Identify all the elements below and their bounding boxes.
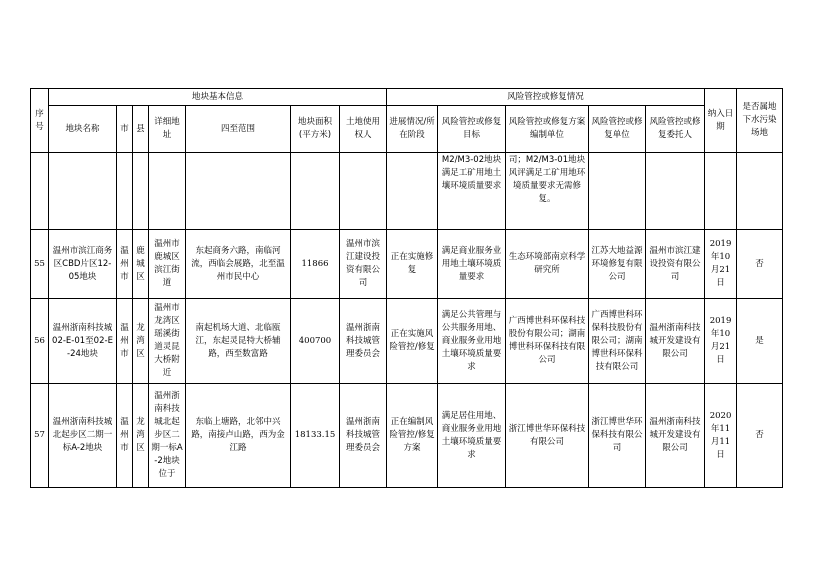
cell-plan-unit: 浙江博世华环保科技有限公司 (506, 384, 589, 488)
cell-plan-unit: 司；M2/M3-01地块风评满足工矿用地环境质量要求无需修复。 (506, 153, 589, 230)
header-name: 地块名称 (49, 106, 117, 153)
cell-entrust: 温州浙南科技城开发建设有限公司 (646, 299, 705, 384)
cell-progress: 正在编制风险管控/修复方案 (387, 384, 438, 488)
header-city: 市 (117, 106, 133, 153)
cell-groundwater: 否 (737, 230, 783, 299)
header-repair-unit: 风险管控或修复单位 (589, 106, 646, 153)
cell-seq: 55 (31, 230, 49, 299)
cell-address: 温州市龙湾区瑶溪街道灵昆大桥附近 (149, 299, 186, 384)
cell-plan-unit: 广西博世科环保科技股份有限公司；湖南博世科环保科技有限公司 (506, 299, 589, 384)
table-row (31, 230, 783, 299)
cell-city: 温州市 (117, 230, 133, 299)
cell-name: 温州浙南科技城02-E-01至02-E-24地块 (49, 299, 117, 384)
header-area: 地块面积(平方米) (291, 106, 340, 153)
header-target: 风险管控或修复目标 (438, 106, 506, 153)
header-address: 详细地址 (149, 106, 186, 153)
cell-target: 满足居住用地、商业服务业用地土壤环境质量要求 (438, 384, 506, 488)
cell-land-user: 温州市滨江建设投资有限公司 (340, 230, 387, 299)
cell-bounds: 南起机场大道、北临瓯江，东起灵昆特大桥辅路，西至数富路 (186, 299, 291, 384)
header-groundwater: 是否属地下水污染场地 (737, 89, 783, 153)
header-land-user: 土地使用权人 (340, 106, 387, 153)
header-included-date: 纳入日期 (705, 89, 737, 153)
table-row (31, 384, 783, 488)
cell-city: 温州市 (117, 299, 133, 384)
header-row-groups (31, 89, 783, 106)
header-risk-info: 风险管控或修复情况 (387, 89, 705, 106)
cell-repair-unit: 广西博世科环保科技股份有限公司；湖南博世科环保科技有限公司 (589, 299, 646, 384)
cell-target: M2/M3-02地块满足工矿用地土壤环境质量要求 (438, 153, 506, 230)
cell-land-user: 温州浙南科技城管理委员会 (340, 384, 387, 488)
cell-groundwater: 否 (737, 384, 783, 488)
cell-groundwater: 是 (737, 299, 783, 384)
header-entrust: 风险管控或修复委托人 (646, 106, 705, 153)
cell-target: 满足商业服务业用地土壤环境质量要求 (438, 230, 506, 299)
header-seq: 序号 (31, 89, 49, 153)
cell-progress: 正在实施风险管控/修复 (387, 299, 438, 384)
header-county: 县 (133, 106, 149, 153)
cell-seq: 57 (31, 384, 49, 488)
header-plan-unit: 风险管控或修复方案编制单位 (506, 106, 589, 153)
cell-name: 温州市滨江商务区CBD片区12-05地块 (49, 230, 117, 299)
cell-address: 温州浙南科技城北起步区二期一标A-2地块位于 (149, 384, 186, 488)
cell-county: 鹿城区 (133, 230, 149, 299)
cell-entrust: 温州浙南科技城开发建设有限公司 (646, 384, 705, 488)
cell-land-user: 温州浙南科技城管理委员会 (340, 299, 387, 384)
cell-plan-unit: 生态环境部南京科学研究所 (506, 230, 589, 299)
cell-name: 温州浙南科技城北起步区二期一标A-2地块 (49, 384, 117, 488)
cell-county: 龙湾区 (133, 384, 149, 488)
header-progress: 进展情况/所在阶段 (387, 106, 438, 153)
cell-entrust: 温州市滨江建设投资有限公司 (646, 230, 705, 299)
cell-city: 温州市 (117, 384, 133, 488)
header-bounds: 四至范围 (186, 106, 291, 153)
cell-area: 400700 (291, 299, 340, 384)
cell-area: 11866 (291, 230, 340, 299)
table-row-continuation (31, 153, 783, 230)
cell-seq: 56 (31, 299, 49, 384)
cell-target: 满足公共管理与公共服务用地、商业服务业用地土壤环境质量要求 (438, 299, 506, 384)
cell-repair-unit: 浙江博世华环保科技有限公司 (589, 384, 646, 488)
remediation-table-page (30, 88, 782, 488)
cell-bounds: 东起商务六路，南临河流，西临会展路，北至温州市民中心 (186, 230, 291, 299)
remediation-table (30, 88, 783, 488)
cell-date: 2019年10月21日 (705, 230, 737, 299)
header-basic-info: 地块基本信息 (49, 89, 387, 106)
cell-county: 龙湾区 (133, 299, 149, 384)
cell-date: 2020年11月11日 (705, 384, 737, 488)
cell-repair-unit: 江苏大地益源环境修复有限公司 (589, 230, 646, 299)
cell-date: 2019年10月21日 (705, 299, 737, 384)
table-row (31, 299, 783, 384)
cell-area: 18133.15 (291, 384, 340, 488)
cell-bounds: 东临上塘路，北邻中兴路，南接卢山路，西为金江路 (186, 384, 291, 488)
cell-address: 温州市鹿城区滨江街道 (149, 230, 186, 299)
header-row-columns (31, 106, 783, 153)
cell-progress: 正在实施修复 (387, 230, 438, 299)
